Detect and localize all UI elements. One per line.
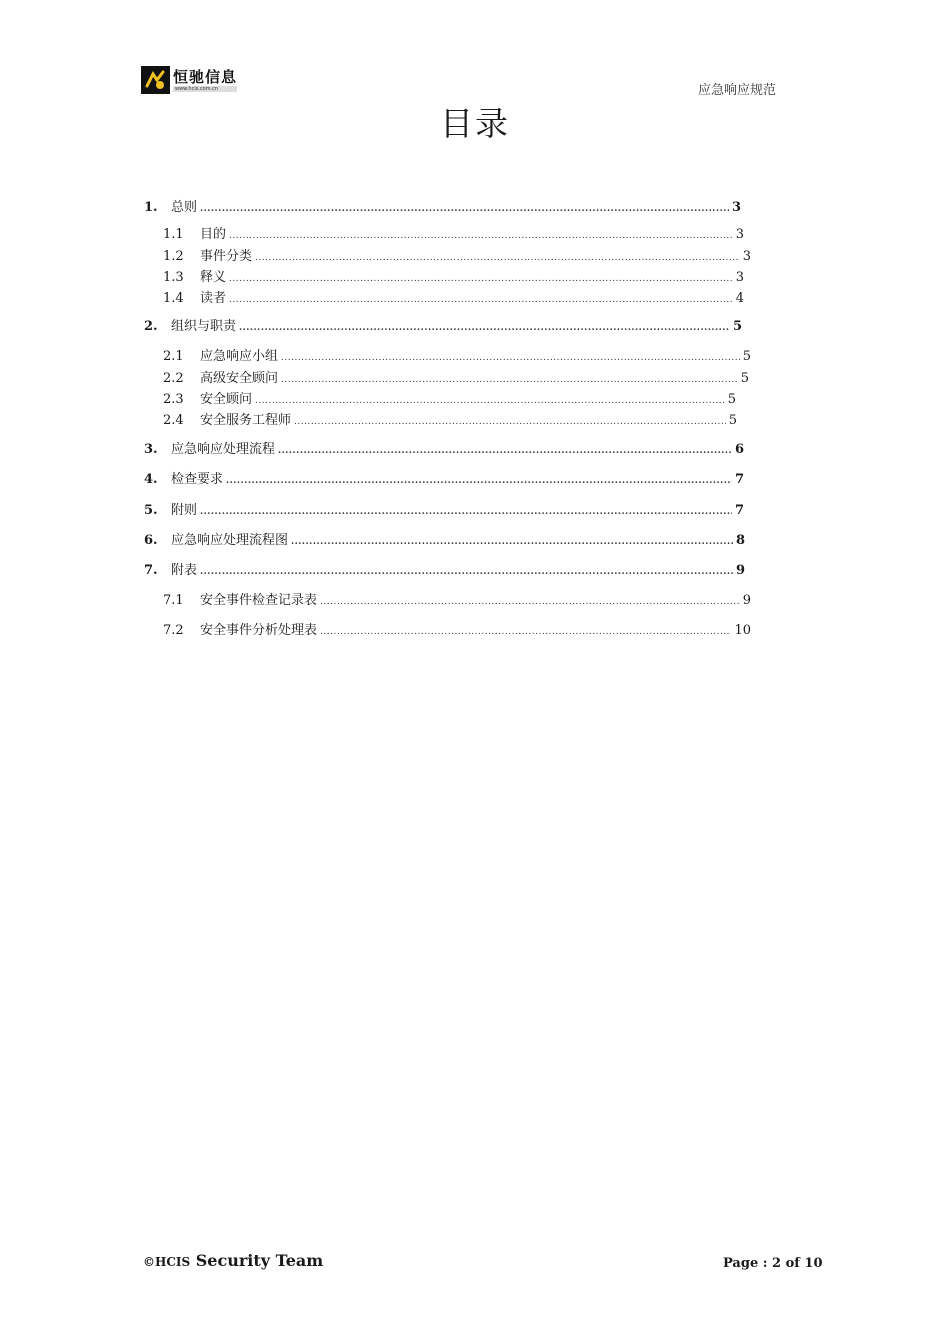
company-logo [141, 66, 255, 94]
toc-number: 7.1 [163, 593, 184, 608]
toc-entry[interactable] [144, 533, 745, 550]
toc-label: 安全事件分析处理表 [200, 623, 318, 638]
toc-number: 7. [144, 563, 158, 578]
toc-entry[interactable] [144, 503, 744, 520]
toc-number: 2. [144, 319, 158, 334]
toc-page: 9 [742, 593, 751, 608]
toc-page: 7 [734, 472, 744, 487]
toc-number: 1.3 [163, 270, 184, 285]
toc-entry[interactable] [163, 227, 744, 244]
toc-number: 1.4 [163, 291, 184, 306]
toc-entry[interactable] [163, 593, 751, 610]
toc-label: 附表 [171, 563, 198, 578]
toc-page: 5 [727, 392, 736, 407]
toc-number: 2.2 [163, 371, 184, 386]
toc-leader [291, 534, 733, 550]
toc-entry[interactable] [144, 472, 744, 489]
toc-page: 3 [735, 227, 744, 242]
toc-page: 3 [735, 270, 744, 285]
logo-url: www.hcis.com.cn [173, 86, 237, 92]
footer-copyright [143, 1251, 323, 1270]
toc-number: 3. [144, 442, 158, 457]
toc-label: 安全顾问 [200, 392, 253, 407]
toc-page: 8 [735, 533, 745, 548]
toc-entry[interactable] [144, 442, 744, 459]
toc-entry[interactable] [144, 319, 742, 336]
toc-leader [229, 228, 733, 244]
page-title: 目录 [440, 104, 510, 143]
toc-entry[interactable] [163, 623, 751, 640]
toc-label: 目的 [200, 227, 227, 242]
toc-entry[interactable] [163, 413, 737, 430]
toc-number: 5. [144, 503, 158, 518]
toc-entry[interactable] [163, 371, 749, 388]
toc-page: 5 [732, 319, 742, 334]
toc-leader [229, 292, 733, 308]
toc-leader [320, 594, 740, 610]
toc-page: 3 [742, 249, 751, 264]
toc-entry[interactable] [144, 200, 741, 217]
toc-label: 事件分类 [200, 249, 253, 264]
document-header-title: 应急响应规范 [698, 83, 777, 98]
toc-leader [294, 414, 726, 430]
toc-entry[interactable] [163, 291, 744, 308]
toc-label: 安全事件检查记录表 [200, 593, 318, 608]
toc-entry[interactable] [163, 249, 751, 266]
toc-page: 5 [740, 371, 749, 386]
toc-label: 安全服务工程师 [200, 413, 292, 428]
toc-page: 3 [731, 200, 741, 215]
toc-leader [226, 473, 732, 489]
toc-page: 9 [735, 563, 745, 578]
toc-number: 6. [144, 533, 158, 548]
toc-number: 2.1 [163, 349, 184, 364]
team-name: Security Team [195, 1251, 324, 1270]
toc-label: 组织与职责 [171, 319, 237, 334]
toc-label: 高级安全顾问 [200, 371, 279, 386]
toc-leader [200, 201, 729, 217]
toc-page: 6 [734, 442, 744, 457]
toc-entry[interactable] [163, 270, 744, 287]
toc-number: 1.1 [163, 227, 184, 242]
toc-entry[interactable] [163, 392, 736, 409]
toc-leader [281, 350, 740, 366]
toc-page: 7 [734, 503, 744, 518]
toc-number: 1. [144, 200, 158, 215]
toc-page: 4 [735, 291, 744, 306]
toc-leader [239, 320, 730, 336]
toc-page: 5 [728, 413, 737, 428]
toc-leader [255, 250, 740, 266]
toc-page: 5 [742, 349, 751, 364]
toc-number: 2.4 [163, 413, 184, 428]
toc-leader [229, 271, 733, 287]
toc-label: 检查要求 [171, 472, 224, 487]
logo-mark-icon [141, 66, 170, 94]
toc-entry[interactable] [163, 349, 751, 366]
toc-leader [281, 372, 738, 388]
toc-label: 总则 [171, 200, 198, 215]
toc-entry[interactable] [144, 563, 745, 580]
toc-leader [255, 393, 725, 409]
toc-number: 1.2 [163, 249, 184, 264]
toc-number: 4. [144, 472, 158, 487]
toc-number: 7.2 [163, 623, 184, 638]
toc-leader [278, 443, 732, 459]
toc-label: 附则 [171, 503, 198, 518]
toc-leader [200, 564, 733, 580]
toc-label: 读者 [200, 291, 227, 306]
toc-label: 应急响应处理流程 [171, 442, 276, 457]
toc-label: 应急响应处理流程图 [171, 533, 289, 548]
page-number: Page : 2 of 10 [723, 1256, 823, 1271]
toc-label: 释义 [200, 270, 227, 285]
toc-leader [200, 504, 732, 520]
logo-name: 恒驰信息 [173, 67, 238, 86]
toc-label: 应急响应小组 [200, 349, 279, 364]
toc-leader [320, 624, 731, 640]
toc-number: 2.3 [163, 392, 184, 407]
copyright-text: ©HCIS [143, 1255, 191, 1269]
toc-page: 10 [734, 623, 751, 638]
